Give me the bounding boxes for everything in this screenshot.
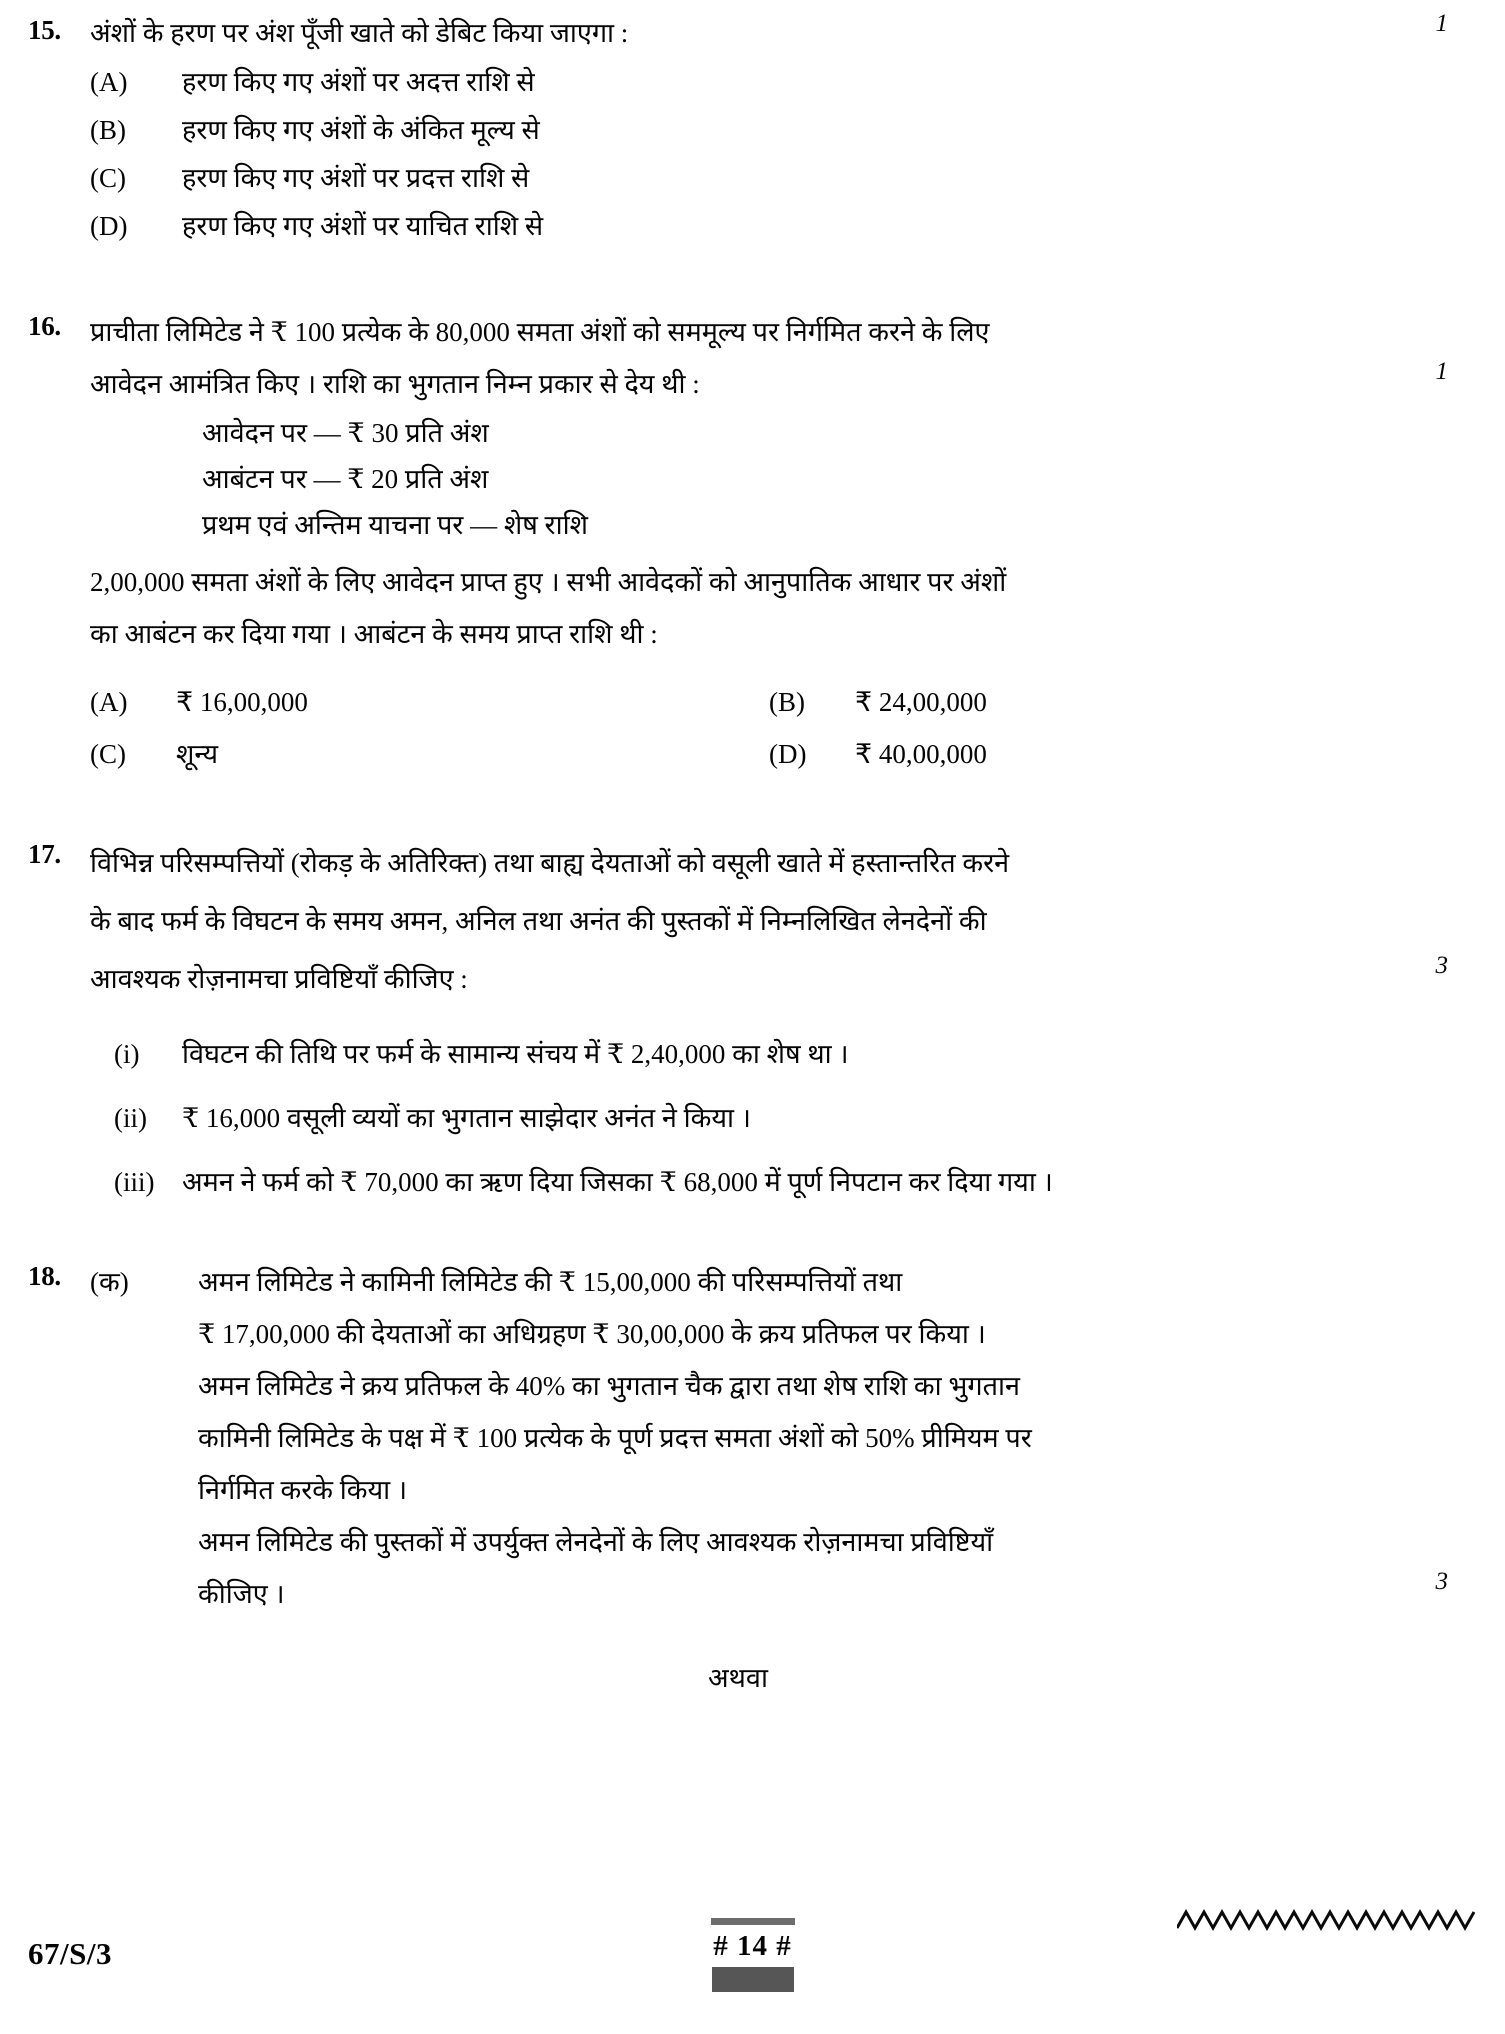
question-16-body <box>90 306 1448 780</box>
question-15-number: 15. <box>28 15 61 45</box>
option-text: ₹ 24,00,000 <box>855 687 987 717</box>
question-16-stem-line-4: का आबंटन कर दिया गया । आबंटन के समय प्राप्त राशि थी : <box>90 619 658 649</box>
option-row[interactable] <box>90 728 769 780</box>
wavy-decoration-icon <box>1177 1906 1477 1936</box>
question-17-stem-line-2: के बाद फर्म के विघटन के समय अमन, अनिल तथा अनंत की पुस्तकों में निम्नलिखित लेनदेनों की <box>90 906 987 936</box>
question-16-payment-schedule <box>90 410 1448 548</box>
question-16-options <box>90 676 1448 780</box>
option-label: (A) <box>90 67 128 97</box>
question-18-marks: 3 <box>1435 1568 1448 1595</box>
option-label: (B) <box>90 115 126 145</box>
option-text: ₹ 40,00,000 <box>855 739 987 769</box>
part-line: निर्गमित करके किया । <box>198 1475 408 1505</box>
question-17-items <box>90 1022 1448 1214</box>
option-text: ₹ 16,00,000 <box>176 687 308 717</box>
sub-item <box>114 1150 1448 1214</box>
part-text <box>198 1256 1448 1620</box>
question-15-body <box>90 10 1448 250</box>
option-text: हरण किए गए अंशों पर अदत्त राशि से <box>182 67 535 97</box>
option-row[interactable] <box>769 728 1448 780</box>
schedule-line: आबंटन पर — ₹ 20 प्रति अंश <box>202 464 489 494</box>
option-label: (B) <box>769 687 805 717</box>
question-15-stem: अंशों के हरण पर अंश पूँजी खाते को डेबिट किया जाएगा : <box>90 18 629 48</box>
option-row[interactable] <box>90 106 1448 154</box>
question-17 <box>28 834 1448 1214</box>
option-text: शून्य <box>176 739 218 769</box>
page-footer <box>28 1902 1477 1998</box>
page-content <box>28 6 1448 1695</box>
sub-item-text: ₹ 16,000 वसूली व्ययों का भुगतान साझेदार अनंत ने किया । <box>182 1103 751 1133</box>
question-18-number: 18. <box>28 1261 61 1291</box>
option-text: हरण किए गए अंशों पर याचित राशि से <box>182 211 544 241</box>
question-15 <box>28 10 1448 250</box>
question-17-marks: 3 <box>1435 952 1448 979</box>
option-label: (D) <box>769 739 807 769</box>
option-label: (C) <box>90 163 126 193</box>
option-row[interactable] <box>90 202 1448 250</box>
question-18 <box>28 1256 1448 1620</box>
option-label: (A) <box>90 687 128 717</box>
part-line: कामिनी लिमिटेड के पक्ष में ₹ 100 प्रत्येक के पूर्ण प्रदत्त समता अंशों को 50% प्रीमियम पर <box>198 1423 1032 1453</box>
question-16-marks: 1 <box>1435 358 1448 385</box>
part-line: कीजिए । <box>198 1579 285 1609</box>
alternative-separator: अथवा <box>708 1663 768 1693</box>
part-line: ₹ 17,00,000 की देयताओं का अधिग्रहण ₹ 30,00,000 के क्रय प्रतिफल पर किया । <box>198 1319 986 1349</box>
question-17-stem-line-1: विभिन्न परिसम्पत्तियों (रोकड़ के अतिरिक्त) तथा बाह्य देयताओं को वसूली खाते में हस्तान्तरित करने <box>90 848 1010 878</box>
schedule-line: प्रथम एवं अन्तिम याचना पर — शेष राशि <box>202 510 588 540</box>
question-16 <box>28 306 1448 780</box>
paper-code: 67/S/3 <box>28 1936 112 1971</box>
option-row[interactable] <box>90 58 1448 106</box>
sub-item-label: (i) <box>114 1039 140 1069</box>
question-17-stem-line-3: आवश्यक रोज़नामचा प्रविष्टियाँ कीजिए : <box>90 964 468 994</box>
option-label: (C) <box>90 739 126 769</box>
option-text: हरण किए गए अंशों के अंकित मूल्य से <box>182 115 540 145</box>
sub-item-label: (ii) <box>114 1103 147 1133</box>
option-text: हरण किए गए अंशों पर प्रदत्त राशि से <box>182 163 530 193</box>
part-line: अमन लिमिटेड की पुस्तकों में उपर्युक्त लेनदेनों के लिए आवश्यक रोज़नामचा प्रविष्टियाँ <box>198 1527 994 1557</box>
question-18-part-a <box>90 1256 1448 1620</box>
option-row[interactable] <box>769 676 1448 728</box>
part-line: अमन लिमिटेड ने क्रय प्रतिफल के 40% का भुगतान चैक द्वारा तथा शेष राशि का भुगतान <box>198 1371 1020 1401</box>
page-number-top-bar <box>711 1918 795 1925</box>
page-number-block <box>668 1918 838 1992</box>
sub-item-label: (iii) <box>114 1167 155 1197</box>
question-16-stem-line-1: प्राचीता लिमिटेड ने ₹ 100 प्रत्येक के 80,000 समता अंशों को सममूल्य पर निर्गमित करने के लिए <box>90 317 990 347</box>
part-line: अमन लिमिटेड ने कामिनी लिमिटेड की ₹ 15,00,000 की परिसम्पत्तियों तथा <box>198 1267 903 1297</box>
page-number: # 14 # <box>713 1930 792 1962</box>
option-row[interactable] <box>90 154 1448 202</box>
question-18-body <box>90 1256 1448 1620</box>
option-label: (D) <box>90 211 128 241</box>
schedule-line: आवेदन पर — ₹ 30 प्रति अंश <box>202 418 489 448</box>
sub-item-text: अमन ने फर्म को ₹ 70,000 का ऋण दिया जिसका ₹ 68,000 में पूर्ण निपटान कर दिया गया । <box>182 1167 1053 1197</box>
page-number-bottom-bar <box>712 1967 794 1992</box>
question-16-number: 16. <box>28 311 61 341</box>
question-16-stem-line-2: आवेदन आमंत्रित किए । राशि का भुगतान निम्न प्रकार से देय थी : <box>90 369 700 399</box>
question-17-body <box>90 834 1448 1214</box>
question-15-options <box>90 58 1448 250</box>
question-16-stem-line-3: 2,00,000 समता अंशों के लिए आवेदन प्राप्त हुए । सभी आवेदकों को आनुपातिक आधार पर अंशों <box>90 567 1007 597</box>
sub-item <box>114 1022 1448 1086</box>
part-label: (क) <box>90 1267 129 1297</box>
option-row[interactable] <box>90 676 769 728</box>
question-17-number: 17. <box>28 839 61 869</box>
sub-item <box>114 1086 1448 1150</box>
question-15-marks: 1 <box>1435 10 1448 37</box>
sub-item-text: विघटन की तिथि पर फर्म के सामान्य संचय में ₹ 2,40,000 का शेष था । <box>182 1039 849 1069</box>
